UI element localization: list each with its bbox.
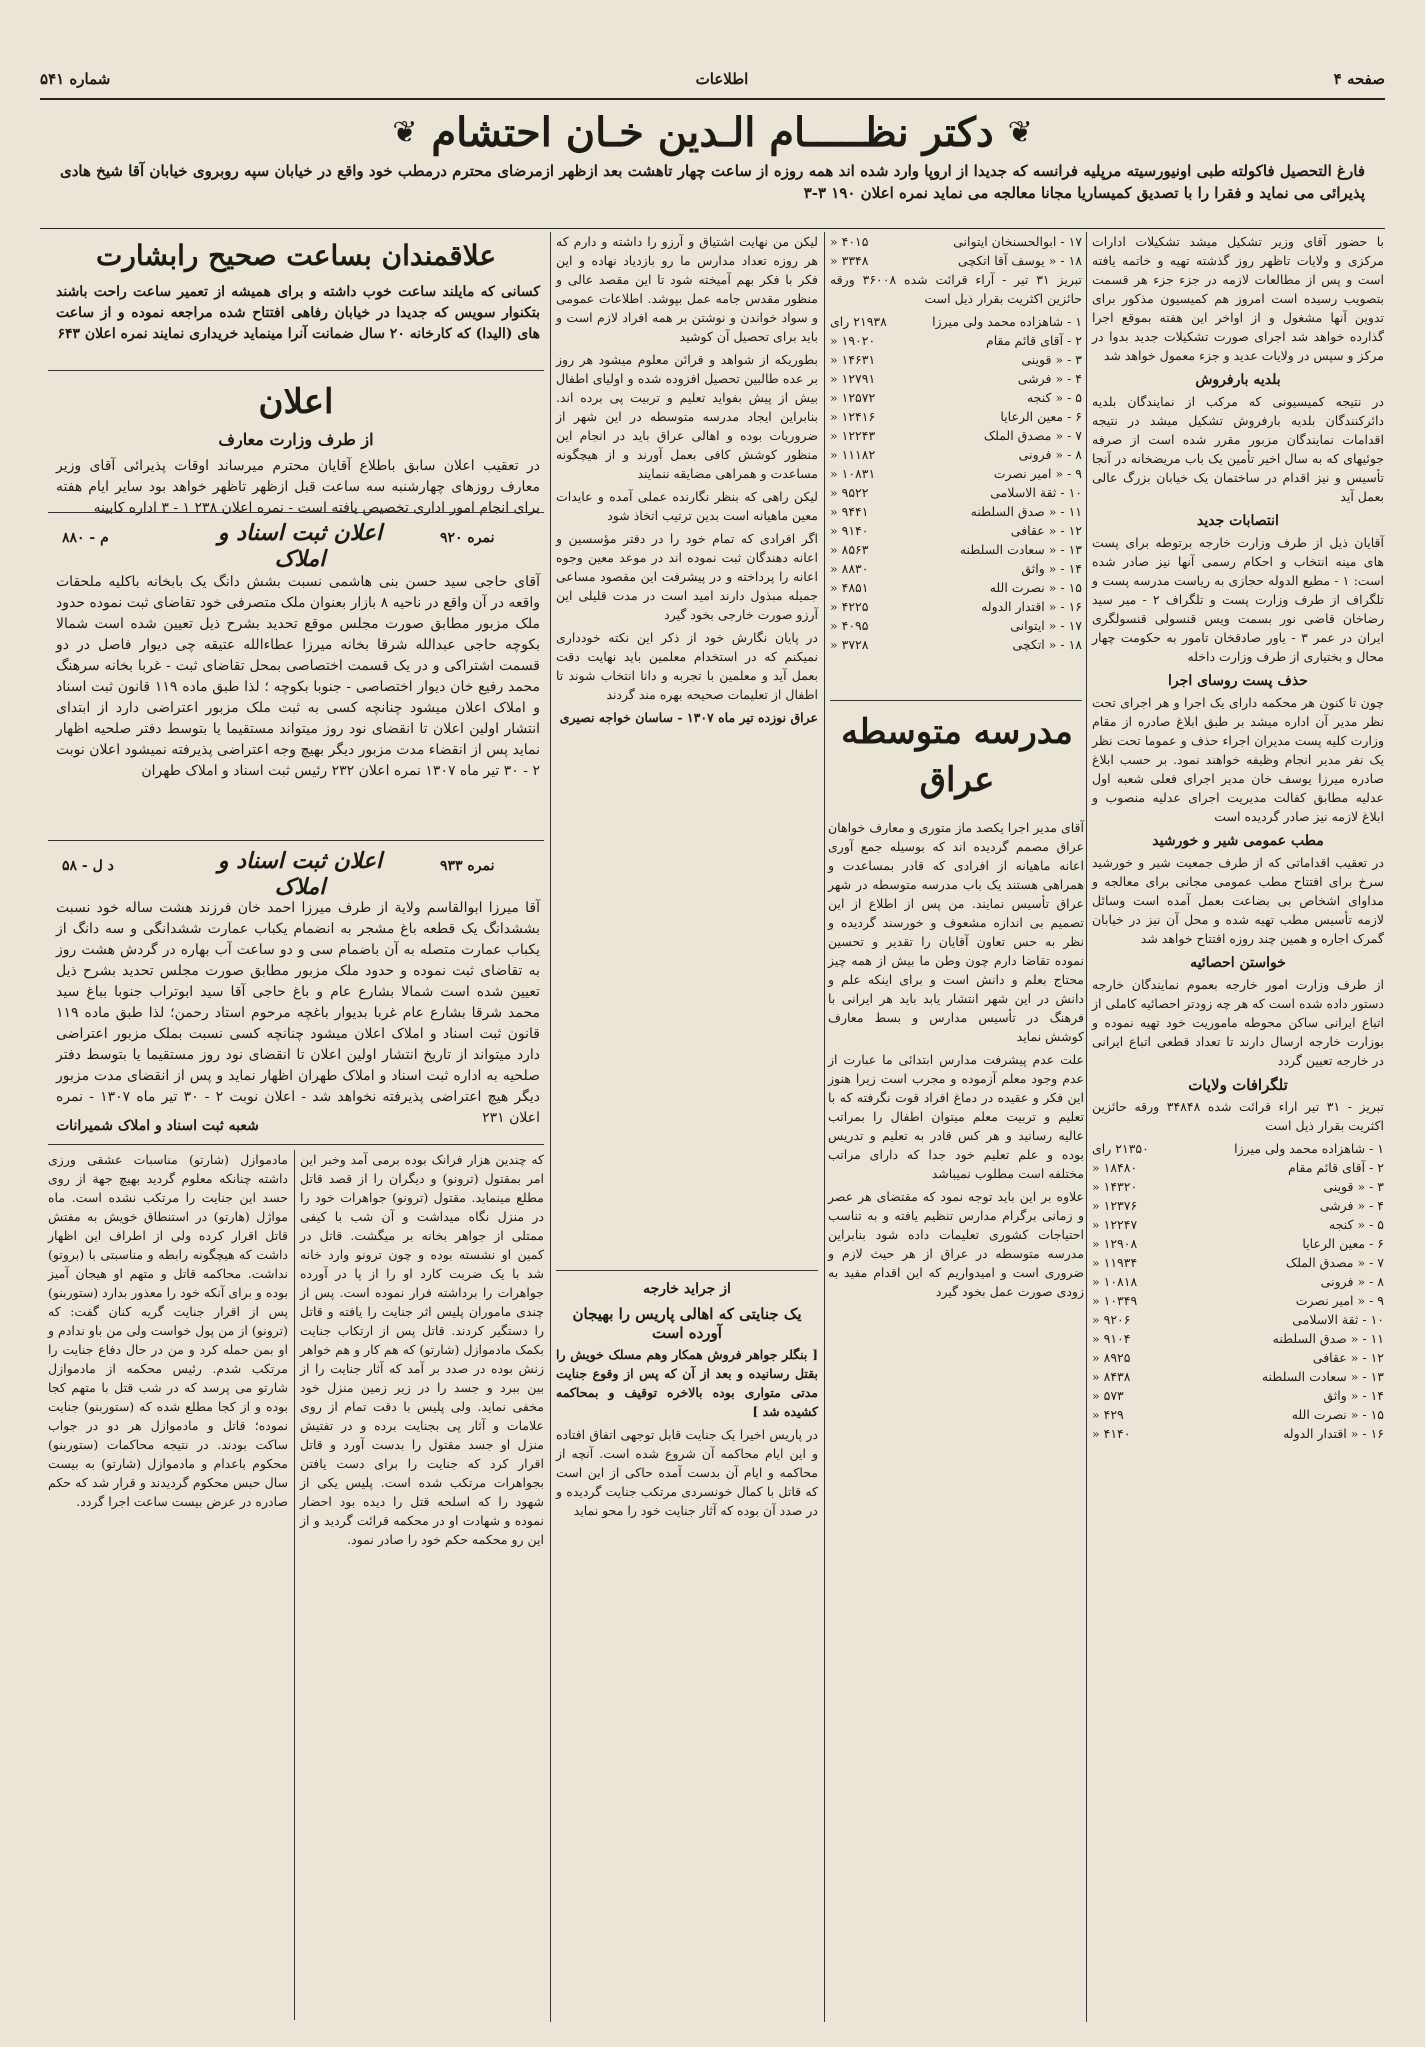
- doctor-banner: [40, 108, 1385, 156]
- watch-ad-title: علاقمندان بساعت صحیح رابشارت: [95, 239, 497, 272]
- headline: یک جنایتی که اهالی پاریس را بهیجان آورده است: [572, 1305, 802, 1342]
- candidate-name: ۹ - « امیر نصرت: [1295, 1293, 1384, 1308]
- banner-text: فارغ التحصیل فاکولته طبی اونیورسیته مرپلیه فرانسه که جدیدا از اروپا وارد شده اند همه روزه از ساعت چهار تاهشت بعد ازظهر ازمرضای محترم درمطب خود واقع در خیابان سپه روبروی خیابان آقا شیخ هادی پذیرائی می نماید و فقرا را با تصدیق کمیساریا مجانا معالجه می نماید نمره اعلان ۱۹۰ ۳-۳: [60, 162, 1365, 202]
- vote-count: ۵۷۳ «: [1092, 1388, 1124, 1403]
- candidate-name: ۷ - « مصدق الملک: [983, 428, 1082, 443]
- candidate-name: ۱۵ - « نصرت الله: [1291, 1407, 1384, 1422]
- paragraph: با حضور آقای وزیر تشکیل میشد تشکیلات ادارات مرکزی و ولایات تاظهر روز گذشته تهیه و خاتمه یافته است و پس از مطالعات لازمه در جزء جزء هر قسمت بتصویب رسیده است امروز هم کمیسیون مذکور برای تدوین آنها مشغول و از اواخر این هفته بموقع اجرا گذارده خواهد شد اجرای صورت تشکیلات جدید بدوا در مرکز و سپس در ولایات عدید و جزء معمول خواهد شد: [1092, 234, 1384, 363]
- candidate-name: ۱۱ - « صدق السلطنه: [970, 504, 1082, 519]
- column-school: [828, 818, 1084, 2018]
- paragraph: که چندین هزار فرانک بوده برمی آمد وخبر این امر بمقتول (ترونو) و دیگران را از قصد قاتل مطلع مینماید. مقتول (ترونو) جواهرات خود را در منزل نگاه میداشت و آن شب با کیفی ممتلی از جواهر بخانه بر میگشت. قاتل در کمین او نشسته بوده و چون ترونو وارد خانه شد با یک ضربت کارد او را از پا در آورده جواهرات را برداشته فرار نموده است. پس از چندی ماموران پلیس اثر جنایت را یافته و قاتل را دستگیر کردند. قاتل پس از ارتکاب جنایت بکمک مادموازل (شارتو) که هم کار و هم خواهر زنش بوده در صدد بر آمد که آثار جنایت را از بین ببرد و جسد را در زیر زمین منزل خود مخفی نماید. ولی پلیس با دقت تمام از روی علامات و آثار پی بجنایت برده و در تفتیش منزل او جسد مقتول را بدست آورد و قاتل اقرار کرد که جنایت را برای دست یافتن بجواهرات مرتکب شده است. پلیس یکی از شهود را که اسلحه قتل را دیده بود احضار نموده و شهادت او در محکمه قرائت گردید و از این رو محکمه حکم خود را صادر نمود.: [300, 1152, 544, 1547]
- vote-row: [830, 251, 1082, 270]
- candidate-name: ۵ - « کنجه: [1026, 390, 1082, 405]
- vote-row: [1092, 1405, 1384, 1424]
- vote-row: [1092, 1234, 1384, 1253]
- vote-count: ۱۰۸۱۸ «: [1092, 1274, 1138, 1289]
- vote-count: ۴۸۵۱ «: [830, 580, 869, 595]
- vote-count: ۹۱۴۰ «: [830, 523, 869, 538]
- issue-number: شماره ۵۴۱: [40, 70, 111, 88]
- candidate-name: ۱ - شاهزاده محمد ولی میرزا: [1234, 1141, 1384, 1156]
- school-headline: مدرسه متوسطه عراق: [841, 712, 1073, 800]
- vote-count: ۱۲۲۴۳ «: [830, 428, 876, 443]
- candidate-name: ۲ - آقای قائم مقام: [985, 333, 1082, 348]
- vote-count: ۸۵۶۳ «: [830, 542, 869, 557]
- column-votes: [830, 232, 1082, 687]
- vote-count: ۲۱۹۳۸ رای: [830, 314, 887, 329]
- ministry-ad-text: در تعقیب اعلان سابق باطلاع آقایان محترم میرساند اوقات پذیرائی آقای وزیر معارف روزهای چهارشنبه سه ساعت قبل ازظهر تاظهر خواهد بود سایر ایام هفته برای انجام امور اداری تخصیص یافته است - نمره اعلان ۲۳۸ ۱ - ۳ اداره کابینه: [56, 458, 540, 516]
- vote-row: [1092, 1158, 1384, 1177]
- ministry-ad-subtitle: از طرف وزارت معارف: [218, 430, 374, 449]
- vote-row: [830, 559, 1082, 578]
- vote-count: ۱۹۰۲۰ «: [830, 333, 876, 348]
- vote-count: ۱۲۹۰۸ «: [1092, 1236, 1138, 1251]
- paragraph: لیکن راهی که بنظر نگارنده عملی آمده و عایدات معین ماهیانه است بدین ترتیب اتخاذ شود: [556, 489, 818, 523]
- vote-count: ۴۰۱۵ «: [830, 234, 869, 249]
- candidate-name: ۷ - « مصدق الملک: [1285, 1255, 1384, 1270]
- vote-row: [830, 312, 1082, 331]
- vote-count: ۱۴۶۳۱ «: [830, 352, 876, 367]
- candidate-name: ۱ - شاهزاده محمد ولی میرزا: [932, 314, 1082, 329]
- headline: تلگرافات ولایات: [1188, 1076, 1288, 1094]
- candidate-name: ۲ - آقای قائم مقام: [1287, 1160, 1384, 1175]
- paper-name: اطلاعات: [695, 70, 749, 88]
- candidate-name: ۸ - « فرونی: [1018, 447, 1082, 462]
- vote-count: ۳۳۴۸ «: [830, 253, 869, 268]
- paragraph: چون تا کنون هر محکمه دارای یک اجرا و هر اجرای تحت نظر مدیر آن اداره میشد بر طبق ابلاغ صادره از مقام وزارت کلیه پست مدیران اجراء حذف و عموما تحت نظر یک نفر مدیر انجام وظیفه خواهند نمود. بر حسب ابلاغ صادره میرزا یوسف خان مدیر اجرای فعلی شعبه اول عدلیه مطابق کفالت مدیریت اجرای عدلیه منصوب و ابلاغ لازمه نیز صادر گردیده است: [1092, 695, 1384, 824]
- column-news-right: [1092, 232, 1384, 2022]
- vote-row: [830, 407, 1082, 426]
- vote-row: [830, 578, 1082, 597]
- bottom-column-right: [300, 1150, 544, 2020]
- candidate-name: ۸ - « فرونی: [1320, 1274, 1384, 1289]
- vote-count: ۳۷۲۸ «: [830, 637, 869, 652]
- vote-row: [1092, 1424, 1384, 1443]
- candidate-name: ۹ - « امیر نصرت: [993, 466, 1082, 481]
- registration-ad-text: آقای حاجی سید حسن بنی هاشمی نسبت بشش دانگ یک بابخانه باکلیه ملحقات واقعه در آن واقع در ناحیه ۸ بازار بعنوان ملک متصرفی خود تقاضای ثبت نموده حدود ملک مزبور مطابق صورت مجلس موقع تحدید بشرح ذیل تعیین شده است شمالا بکوچه حاجی عبدالله شرقا بخانه میرزا عطاءالله عتیقه چی دیوار فاصل در دو قسمت اشتراکی و در یک قسمت اختصاصی بمحل تقاضای ثبت - غربا بخانه سرهنگ محمد رفیع خان دیوار اختصاصی - جنوبا بکوچه ؛ لذا طبق ماده ۱۱۹ قانون ثبت اسناد و املاک اعلان میشود چنانچه کسی به ثبت ملک مزبور اعتراضی دارد از ابتدای انتشار اولین اعلان تا انقضای نود روز میتواند مستقیما یا بتوسط دفتر صلحیه اظهار نماید پس از انقضاء مدت مزبور دیگر بهیچ وجه اعتراضی پذیرفته نمیشود اعلان نوبت ۲ - ۳۰ تیر ماه ۱۳۰۷ نمره اعلان ۲۳۲ رئیس ثبت اسناد و املاک طهران: [56, 574, 540, 779]
- vote-count: ۹۴۴۱ «: [830, 504, 869, 519]
- candidate-name: ۱۷ - ابوالحسنخان ایتوانی: [953, 234, 1082, 249]
- candidate-name: ۶ - معین الرعایا: [1302, 1236, 1384, 1251]
- vote-row: [830, 483, 1082, 502]
- headline: خواستن احصائیه: [1190, 955, 1286, 971]
- paragraph: [ بنگلر جواهر فروش همکار وهم مسلک خویش را بقتل رسانیده و بعد از آن که پس از وقوع جنایت مدتی متواری بوده بالاخره توقیف و بمحاکمه کشیده شد ]: [556, 1347, 818, 1419]
- ad-seal: اعلان ثبت اسناد و املاک: [217, 848, 383, 900]
- candidate-name: ۳ - « قوینی: [1021, 352, 1082, 367]
- vote-row: [830, 635, 1082, 654]
- vote-count: ۴۱۴۰ «: [1092, 1426, 1131, 1441]
- section-divider: [556, 1270, 818, 1271]
- paragraph: بطوریکه از شواهد و قرائن معلوم میشود هر روز بر عده طالبین تحصیل افزوده شده و اولیای اطفال بیش از پیش بفواید تعلیم و تربیت پی برده اند. بنابراین ایجاد مدرسه متوسطه در این شهر از ضروریات بوده و اهالی عراق باید در انجام این منظور کوشش کافی بعمل آورند و از هیچگونه مساعدت و همراهی مضایقه ننمایند: [556, 352, 818, 481]
- vote-row: [1092, 1329, 1384, 1348]
- candidate-name: ۳ - « قوینی: [1323, 1179, 1384, 1194]
- candidate-name: ۱۳ - « سعادت السلطنه: [959, 542, 1082, 557]
- vote-count: ۱۰۳۴۹ «: [1092, 1293, 1138, 1308]
- paragraph: در پایان نگارش خود از ذکر این نکته خودداری نمیکنم که در استخدام معلمین باید نهایت دقت بعمل آید و معلمین با تجربه و دانا انتخاب شوند تا اطفال از تعلیمات صحیحه بهره مند گردند: [556, 630, 818, 702]
- paragraph: لیکن من نهایت اشتیاق و آرزو را داشته و دارم که هر روزه تعداد مدارس ما رو بازدیاد نهاده و این فکر با فکر بهم آمیخته شود تا این مقصد عالی و منظور مقدس جامه عمل بپوشد. اطلاعات عمومی و سواد خواندن و نوشتن بر همه افراد لازم است و باید برای تحصیل آن کوشید: [556, 234, 818, 344]
- paragraph: آقایان ذیل از طرف وزارت خارجه برتوطه برای پست های مینه انتخاب و احکام رسمی آنها نیز صادر شده است: ۱ - مطیع الدوله حجازی به ریاست مدرسه پست و تلگراف از طرف وزارت پست و تلگراف ۲ - میر سید رضاخان قاضی نور بسمت ویس قنسولی قنسولگری ایران در عمر ۳ - یاور صادقخان تامور به حکومت چهار محال و بختیاری از طرف وزارت داخله: [1092, 535, 1385, 664]
- vote-row: [830, 331, 1082, 350]
- section-divider: [48, 1144, 544, 1145]
- vote-count: ۱۴۳۲۰ «: [1092, 1179, 1138, 1194]
- paragraph: آقای مدیر اجرا یکصد ماز متوری و معارف خواهان عراق مصمم گردیده اند که بوسیله جمع آوری اعانه ماهیانه از افرادی که قادر بمساعدت و همراهی هستند یک باب مدرسه متوسطه در شهر عراق تأسیس نمایند. من پس از اطلاع از این تصمیم بی اندازه مشعوف و خورسند گردیده و نظر به حس تعاون آقایان را تقدیر و تحسین نموده تقاضا دارم چون وطن ما بیش از همه چیز محتاج بعلم و دانش است و برای اینکه علم و دانش در این شهر انتشار یابد باید هر ایرانی با فرهنگ در تأسیس مدارس و بسط معارف کوشش نماید: [828, 820, 1084, 1044]
- headline: انتصابات جدید: [1197, 513, 1279, 529]
- candidate-name: ۱۳ - « سعادت السلطنه: [1261, 1369, 1384, 1384]
- candidate-name: ۱۷ - « ایتوانی: [1010, 618, 1082, 633]
- vote-row: [1092, 1253, 1384, 1272]
- registration-ad-footer: شعبه ثبت اسناد و املاک شمیرانات: [56, 1118, 259, 1134]
- vote-count: ۸۹۲۵ «: [1092, 1350, 1131, 1365]
- headline: حذف پست روسای اجرا: [1168, 673, 1308, 689]
- vote-list: [1092, 1139, 1384, 1443]
- candidate-name: ۱۰ - ثقة الاسلامی: [1292, 1312, 1384, 1327]
- paragraph: تبریز - ۳۱ تیر اراء قرائت شده ۳۴۸۴۸ ورقه حائزین اکثریت بقرار ذیل است: [1092, 1099, 1385, 1133]
- vote-count: ۱۰۸۳۱ «: [830, 466, 876, 481]
- ad-number: نمره ۹۳۳: [440, 858, 495, 874]
- column-divider: [294, 1150, 295, 2020]
- candidate-name: ۱۱ - « صدق السلطنه: [1272, 1331, 1384, 1346]
- registration-ad-text: آقا میرزا ابوالقاسم ولایة از طرف میرزا احمد خان فرزند هشت ساله خود نسبت بششدانگ یک قطعه باغ مشجر به انضمام یکباب عمارت ششدانگی و سه دانگ از یکباب عمارت متصله به آن باضمام سی و دو ساعت آب بهاره در گردش هشت روز به تقاضای ثبت نموده و حدود ملک مزبور مطابق صورت مجلس تحدید بشرح ذیل تعیین شده است شمالا بشارع عام و باغ حاجی آقا سید ابوتراب جنوبا بباغ سید محمد شرقا بشارع عام غربا بدیوار باغچه مرحوم استاد رحمن؛ لذا طبق ماده ۱۱۹ قانون ثبت اسناد و املاک اعلان میشود چنانچه کسی نسبت بملک مزبور اعتراضی دارد میتواند از تاریخ انتشار اولین اعلان تا انقضای نود روز مستقیما یا بتوسط دفتر صلحیه به اداره ثبت اسناد و املاک طهران اظهار نماید و پس از انقضای مدت مزبور دیگر هیچ اعتراضی پذیرفته نخواهد شد - اعلان نوبت ۲ - ۳۰ تیر ماه ۱۳۰۷ - نمره اعلان ۲۳۱: [56, 900, 540, 1126]
- ad-code: د ل - ۵۸: [62, 858, 114, 874]
- section-divider: [48, 370, 544, 371]
- section-divider: [48, 512, 544, 513]
- vote-row: [830, 502, 1082, 521]
- left-ornament-icon: ❦: [392, 114, 418, 150]
- column-divider: [1086, 232, 1087, 2022]
- paragraph: مادموازل (شارتو) مناسبات عشقی ورزی داشته چنانکه معلوم گردید بهیچ جهة از روی حسد این جنایت را مرتکب نشده است. ماه مواژل (هارتو) در استنطاق خویش به مفتش قاتل اقرار کرده ولی از اطراف این اظهار داشت که هیچگونه رابطه و مناسبتی با (بروتو) نداشت. محاکمه قاتل و متهم او هیجان آمیز بوده و برای آنکه خود را معذور بدارد (ستوربنو) پس از اقرار جنایت گریه کنان گفت: که (ترونو) از من پول خواست ولی من باو ندادم و او بمن حمله کرد و من در حال دفاع جنایت را مرتکب شدم. رئیس محکمه از مادموازل شارتو می پرسد که در شب قتل با متهم کجا بوده و از کجا مطلع شده که (ستوربنو) جنایت نموده؛ قاتل و مادموازل هر دو در جواب ساکت بودند. در نتیجه محاکمات (ستوربنو) محکوم باعدام و مادموازل (شارتو) به بیست سال حبس محکوم گردیدند و قرار شد که حکم صادره در عرض بیست ساعت اجرا گردد.: [47, 1152, 288, 1509]
- vote-count: ۹۵۲۲ «: [830, 485, 869, 500]
- column-foreign: [556, 1274, 818, 2016]
- vote-row: [1092, 1177, 1384, 1196]
- column-article: [556, 232, 818, 1262]
- ad-code: م - ۸۸۰: [62, 530, 109, 546]
- vote-row: [830, 426, 1082, 445]
- paragraph: علت عدم پیشرفت مدارس ابتدائی ما عبارت از عدم وجود معلم آزموده و مجرب است زیرا هنوز این فکر و عقیده در دماغ افراد قوت نگرفته که با تعلیم و تربیت معلم میتوان اطفال را بمراتب عالیه رسانید و هر کس قادر به تعلیم و تدریس بوده و علم تعلیم خود جدا که دارای مراتب مختلفه است مطلوب نمیباشد: [828, 1052, 1084, 1181]
- headline: از جراید خارجه: [643, 1281, 731, 1297]
- candidate-name: ۱۵ - « نصرت الله: [989, 580, 1082, 595]
- vote-count: ۱۲۲۴۷ «: [1092, 1217, 1138, 1232]
- paragraph: در نتیجه کمیسیونی که مرکب از نمایندگان بلدیه دائرکنندگان بلدیه بارفروش تشکیل میشد در نتیجه اقدامات نمایندگان مزبور مقرر شده است از صرفه جوئیهای که به سال اخیر تأمین یک باب مریضخانه در آنجا تأسیس و نیز اقدام در ساختمان یک خیابان بزرگ عالی بعمل آید: [1092, 394, 1384, 504]
- vote-row: [830, 388, 1082, 407]
- vote-count: ۸۴۳۸ «: [1092, 1369, 1131, 1384]
- vote-row: [830, 369, 1082, 388]
- section-divider: [48, 840, 544, 841]
- vote-count: ۱۲۷۹۱ «: [830, 371, 876, 386]
- paragraph: اگر افرادی که تمام خود را در دفتر مؤسسین و اعانه دهندگان ثبت نموده اند در موعد معین وجوه اعانه را پرداخته و در پیشرفت این مقصود مساعی جمیله مبذول دارند امید است در مدت قلیلی این آرزو صورت خارجی بخود گیرد: [556, 531, 818, 622]
- vote-row: [1092, 1310, 1384, 1329]
- vote-list: [830, 232, 1082, 270]
- page-number: صفحه ۴: [1333, 70, 1385, 88]
- vote-row: [1092, 1196, 1384, 1215]
- headline: مطب عمومی شیر و خورشید: [1152, 833, 1324, 849]
- vote-count: ۹۱۰۴ «: [1092, 1331, 1131, 1346]
- candidate-name: ۱۶ - « اقتدار الدوله: [1283, 1426, 1384, 1441]
- ministry-ad-title: اعلان: [258, 382, 334, 422]
- headline: بلدیه بارفروش: [1195, 372, 1281, 388]
- candidate-name: ۱۶ - « اقتدار الدوله: [981, 599, 1082, 614]
- vote-count: ۱۸۴۸۰ «: [1092, 1160, 1138, 1175]
- candidate-name: ۱۲ - « عقافی: [1312, 1350, 1384, 1365]
- signature: عراق نوزده تیر ماه ۱۳۰۷ - ساسان خواجه نصیری: [559, 710, 818, 725]
- vote-count: ۸۸۳۰ «: [830, 561, 869, 576]
- vote-row: [1092, 1139, 1384, 1158]
- candidate-name: ۴ - « فرشی: [1017, 371, 1082, 386]
- paragraph: علاوه بر این باید توجه نمود که مقتضای هر عصر و زمانی برگرام مدارس تنظیم یافته و به تناسب احتیاجات کشوری تعلیمات داده شود بنابراین مدرسه متوسطه در عراق از هر حیث لازم و ضروری است و امیدواریم که این اقدام مفید به زودی صورت عمل بخود گیرد: [828, 1189, 1084, 1299]
- bottom-column-left: [48, 1150, 288, 2020]
- vote-row: [830, 540, 1082, 559]
- paragraph: از طرف وزارت امور خارجه بعموم نمایندگان خارجه دستور داده شده است که هر چه زودتر احصائیه کاملی از اتباع ایرانی ساکن محوطه ماموریت خود تهیه نموده و بوزارت خارجه ارسال دارند تا تعداد قطعی اتباع ایرانی در خارجه تعیین گردد: [1092, 977, 1384, 1068]
- masthead-rule: [40, 98, 1385, 100]
- vote-row: [830, 464, 1082, 483]
- vote-row: [830, 445, 1082, 464]
- vote-row: [1092, 1291, 1384, 1310]
- vote-row: [830, 597, 1082, 616]
- vote-row: [1092, 1272, 1384, 1291]
- vote-row: [1092, 1386, 1384, 1405]
- column-divider: [824, 232, 825, 2022]
- paragraph: در تعقیب اقداماتی که از طرف جمعیت شیر و خورشید سرخ برای افتتاح مطب عمومی مجانی برای معالجه و مداوای اشخاص بی بضاعت بعمل آمده است وسائل لازمه تأسیس مطب تهیه شده و محل آن نیز در خیابان گمرک اجاره و همین چند روزه افتتاح خواهد شد: [1092, 855, 1384, 946]
- ad-seal: اعلان ثبت اسناد و املاک: [217, 520, 383, 572]
- vote-row: [1092, 1348, 1384, 1367]
- paragraph: تبریز ۳۱ تیر - آراء قرائت شده ۳۶۰۰۸ ورقه حائزین اکثریت بقرار ذیل است: [830, 272, 1082, 306]
- candidate-name: ۱۸ - « یوسف آقا اتکچی: [957, 253, 1082, 268]
- vote-count: ۱۱۱۸۲ «: [830, 447, 876, 462]
- vote-count: ۴۲۹ «: [1092, 1407, 1124, 1422]
- column-divider: [550, 232, 551, 2022]
- candidate-name: ۱۲ - « عقافی: [1010, 523, 1082, 538]
- candidate-name: ۱۰ - ثقة الاسلامی: [990, 485, 1082, 500]
- candidate-name: ۴ - « فرشی: [1319, 1198, 1384, 1213]
- vote-count: ۱۲۴۱۶ «: [830, 409, 876, 424]
- candidate-name: ۱۸ - « اتکچی: [1012, 637, 1082, 652]
- vote-count: ۱۲۳۷۶ «: [1092, 1198, 1138, 1213]
- candidate-name: ۶ - معین الرعایا: [1000, 409, 1082, 424]
- vote-row: [830, 616, 1082, 635]
- vote-count: ۴۰۹۵ «: [830, 618, 869, 633]
- masthead: [40, 62, 1385, 96]
- watch-ad-text: کسانی که مایلند ساعت خوب داشته و برای همیشه از تعمیر ساعت راحت باشند بتکنوار سویس که جدیدا در خیابان رفاهی افتتاح شده مراجعه نموده و از ساعت های (الیدا) که کارخانه ۲۰ سال ضمانت آنرا مینماید خریداری نمایند نمره اعلان ۶۴۳: [56, 284, 540, 342]
- vote-count: ۴۲۲۵ «: [830, 599, 869, 614]
- vote-count: ۱۱۹۳۴ «: [1092, 1255, 1138, 1270]
- vote-row: [1092, 1367, 1384, 1386]
- banner-rule: [40, 228, 1385, 229]
- vote-count: ۹۲۰۶ «: [1092, 1312, 1131, 1327]
- ad-number: نمره ۹۲۰: [440, 530, 495, 546]
- section-divider: [830, 700, 1082, 701]
- vote-count: ۲۱۳۵۰ رای: [1092, 1141, 1149, 1156]
- vote-row: [830, 521, 1082, 540]
- candidate-name: ۵ - « کنجه: [1328, 1217, 1384, 1232]
- vote-row: [830, 232, 1082, 251]
- right-ornament-icon: ❦: [1007, 114, 1033, 150]
- banner-title: دکتر نظـــــام الـدین خـان احتشام: [431, 108, 994, 156]
- candidate-name: ۱۴ - « واثق: [1021, 561, 1082, 576]
- vote-row: [1092, 1215, 1384, 1234]
- vote-list: [830, 312, 1082, 654]
- vote-row: [830, 350, 1082, 369]
- paragraph: در پاریس اخیرا یک جنایت قابل توجهی اتفاق افتاده و این ایام محاکمه آن شروع شده است. آنچه از محاکمه و ایام آن بدست آمده حاکی از این است که قاتل با کمال خونسردی مرتکب جنایت گردیده و در صدد آن بوده که آثار جنایت خود را محو نماید: [556, 1427, 818, 1518]
- vote-count: ۱۲۵۷۲ «: [830, 390, 876, 405]
- candidate-name: ۱۴ - « واثق: [1323, 1388, 1384, 1403]
